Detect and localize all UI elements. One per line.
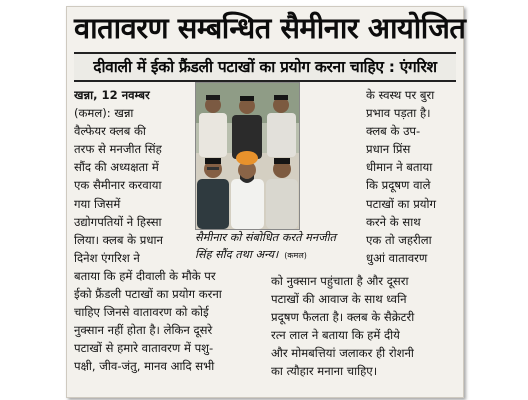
group-photo-image — [196, 83, 299, 229]
text-line: प्रधान प्रिंस — [366, 142, 411, 157]
text-line: प्रभाव पड़ता है। — [366, 106, 431, 121]
text-line: का त्यौहार मनाना चाहिए। — [271, 364, 378, 379]
text-line: पक्षी, जीव-जंतु, मानव आदि सभी — [74, 359, 215, 374]
text-line: एक सैमीनार करवाया — [74, 178, 162, 193]
text-line: गया जिसमें — [74, 196, 121, 211]
subheadline-bar — [74, 52, 456, 82]
text-line: धीमान ने बताया — [366, 160, 433, 175]
article — [66, 6, 466, 396]
text-line: नुक्सान नहीं होता है। लेकिन दूसरे — [74, 323, 213, 338]
text-line: उद्योगपतियों ने हिस्सा — [74, 214, 162, 229]
right-column — [366, 86, 456, 267]
text-line: प्रदूषण फैलता है। क्लब के सैक्रेटरी — [271, 310, 415, 325]
text-line: के स्वस्थ पर बुरा — [366, 88, 435, 102]
text-line: (कमल): खन्ना — [74, 106, 134, 121]
text-line: सौंद की अध्यक्षता में — [74, 160, 159, 175]
text-line: कि प्रदूषण वाले — [366, 178, 431, 193]
text-line: पटाखों का प्रयोग — [366, 196, 437, 211]
text-line: करने के साथ — [366, 214, 421, 229]
text-line: वैल्फेयर क्लब की — [74, 124, 146, 139]
photo-caption — [195, 229, 371, 264]
text-line: दिनेश एंगरिश ने — [74, 250, 140, 265]
group-photo — [195, 82, 300, 230]
text-line: चाहिए जिनसे वातावरण को कोई — [74, 305, 209, 320]
text-line: तरफ से मनजीत सिंह — [74, 142, 162, 157]
caption-line-text: सिंह सौंद तथा अन्य। — [195, 248, 279, 261]
text-line: पटाखों की आवाज के साथ ध्वनि — [271, 292, 407, 307]
text-line: रत्न लाल ने बताया कि हमें दीये — [271, 328, 400, 343]
text-line: ईको फ्रैंडली पटाखों का प्रयोग करना — [74, 287, 222, 302]
text-line: और मोमबत्तियां जलाकर ही रोशनी — [271, 346, 414, 361]
text-line: एक तो जहरीला — [366, 232, 432, 247]
subheadline: दीवाली में ईको फ्रैंडली पटाखों का प्रयोग करना चाहिए : एंगरिश — [93, 58, 437, 76]
text-line: बताया कि हमें दीवाली के मौके पर — [74, 268, 216, 283]
text-line: पटाखों से हमारे वातावरण में पशु- — [74, 341, 214, 356]
headline: वातावरण सम्बन्धित सैमीनार आयोजित — [74, 11, 466, 45]
caption-line — [195, 246, 371, 264]
caption-line: सैमीनार को संबोधित करते मनजीत — [195, 231, 336, 244]
bottom-column — [271, 272, 466, 381]
photo-credit: (कमल) — [284, 251, 307, 260]
text-line: धुआं वातावरण — [366, 250, 428, 265]
text-line: को नुक्सान पहुंचाता है और दूसरा — [271, 274, 409, 288]
text-line: क्लब के उप- — [366, 124, 421, 139]
dateline: खन्ना, 12 नवम्बर — [74, 88, 150, 102]
text-line: लिया। क्लब के प्रधान — [74, 232, 163, 247]
